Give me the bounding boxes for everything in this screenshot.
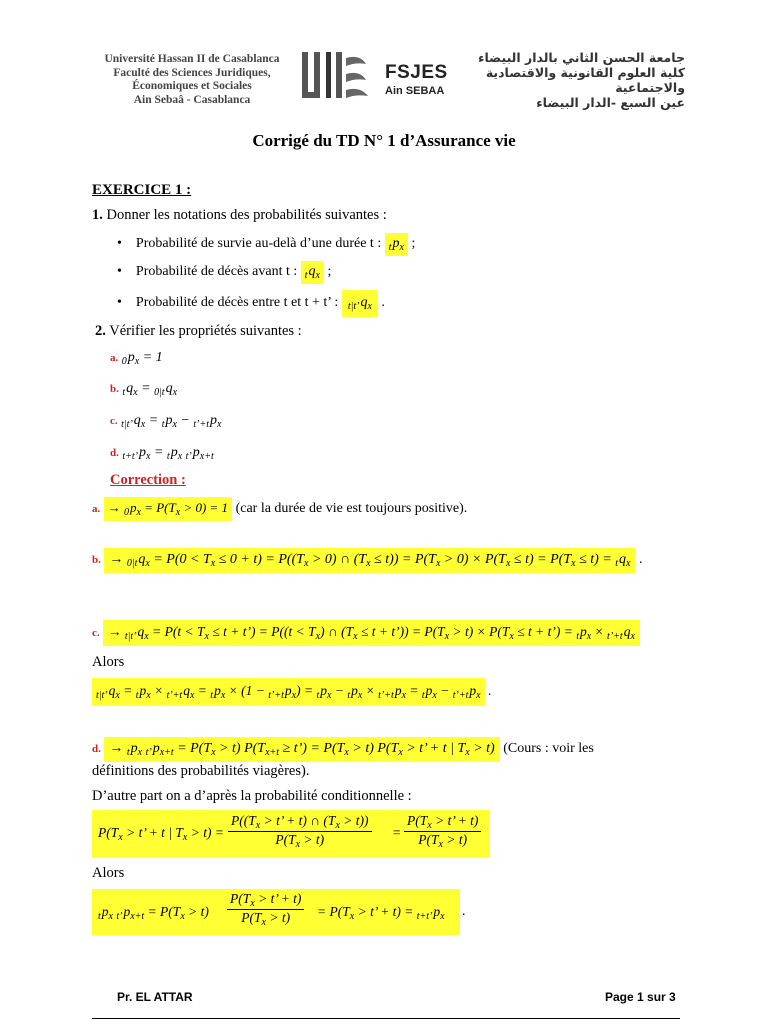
question-text: Donner les notations des probabilités suivantes : — [106, 207, 387, 223]
correction-d-note: définitions des probabilités viagères). — [92, 763, 310, 779]
university-line: Université Hassan II de Casablanca — [104, 53, 280, 65]
question-2 — [95, 323, 302, 340]
university-name-fr — [92, 53, 292, 107]
bullet-item: • Probabilité de décès entre t et t + t’ : $_{t|t’}q_x$ . — [117, 290, 385, 317]
autre-part-text: D’autre part on a d’après la probabilité conditionnelle : — [92, 788, 412, 804]
fsjes-subtitle: Ain SEBAA — [385, 85, 445, 97]
item-label: a. — [110, 352, 119, 364]
item-label: d. — [110, 447, 119, 459]
final-result-formula: $_tp_x$ $_{t’}p_{x+t} = P(T_x > t)$ $\frac{P(T_x > t’ + t)}{P(T_x > t)}$ = $P(T_x > t$’ + $t) = _{t+t’}p_x$ — [92, 889, 460, 935]
arabic-line: عين السبع -الدار البيضاء — [536, 95, 685, 110]
bullet-item: • Probabilité de survie au-delà d’une durée t : $_tp_x$ ; — [117, 233, 415, 256]
correction-c-result: $_{t|t’}q_x = _tp_x \times _{t’+t}q_x = _tp_x \times (1 - _{t’+t}p_x) = _tp_x - _tp_x \times _{t’+t}p_x = _tp_x - _{t’+t}p_x$ . — [92, 678, 491, 706]
bullet-text: Probabilité de décès entre t et t + t’ : — [135, 295, 342, 310]
question-number: 2. — [95, 323, 106, 339]
alors-label: Alors — [92, 654, 125, 670]
university-line: Économiques et Sociales — [132, 80, 252, 93]
final-period: . — [462, 904, 466, 919]
fsjes-logo — [385, 62, 455, 97]
correction-note: (car la durée de vie est toujours positive). — [235, 501, 468, 516]
page-title: Corrigé du TD N° 1 d’Assurance vie — [252, 131, 516, 150]
correction-a: a. → $_0p_x = P(T_x > 0) = 1$ (car la durée de vie est toujours positive). — [92, 497, 467, 521]
university-line: Ain Sebaâ - Casablanca — [133, 93, 251, 106]
university-line: Faculté des Sciences Juridiques, — [113, 66, 271, 79]
property-c: c. $_{t|t’}q_x = _tp_x - _{t’+t}p_x$ — [110, 413, 222, 430]
footer-author: Pr. EL ATTAR — [117, 990, 193, 1004]
property-b: b. $_tq_x = _{0|t}q_x$ — [110, 381, 178, 398]
question-text: Vérifier les propriétés suivantes : — [109, 323, 302, 339]
exercise-heading: EXERCICE 1 : — [92, 182, 192, 198]
item-label: b. — [110, 383, 119, 395]
correction-b: b. → $_{0|t}q_x = P(0 < T_x \le 0 + t) = P((T_x > 0)$ ∩ $(T_x \le t)) = P(T_x > 0) \times P(T_x \le t) = P(T_x \le t) = _tq_x$ . — [92, 548, 642, 573]
footer-divider — [92, 1018, 680, 1019]
item-label: c. — [110, 415, 118, 427]
correction-d: d. → $_tp_x$ $_{t’}p_{x+t} = P(T_x > t) P(T_{x+t}$ ≥ t’) = $P(T_x > t) P(T_x > t$’ + t | $T_x > t$) (Cours : voir les — [92, 737, 594, 762]
footer-page-number: Page 1 sur 3 — [605, 990, 676, 1004]
university-logo-icon — [300, 48, 372, 104]
question-number: 1. — [92, 207, 103, 223]
alors-label-2: Alors — [92, 865, 125, 881]
correction-heading: Correction : — [110, 472, 186, 488]
university-name-ar — [470, 50, 685, 110]
correction-c: c. → $_{t|t’}q_x = P(t < T_x \le t$ + t’) = $P((t < T_x)$ ∩ ($T_x \le t$ + t’)) = $P(T_x > t) \times P(T_x \le t$ + t’) = $_tp_x \times _{t’+t}q_x$ — [92, 620, 640, 646]
property-a: a. $_0p_x = 1$ — [110, 350, 163, 367]
arabic-line: كلية العلوم القانونية والاقتصادية والاجتماعية — [485, 65, 685, 95]
conditional-probability-formula: $P(T_x > t$’ + t | $T_x > t$) = $\frac{P((T_x > t’ + t) \cap (T_x > t))}{P(T_x > t)}$ = $\frac{P(T_x > t’ + t)}{P(T_x > t)}$ — [92, 810, 490, 858]
bullet-text: Probabilité de décès avant t : — [135, 264, 301, 279]
fsjes-title: FSJES — [385, 62, 448, 83]
property-d: d. $_{t+t’}p_x = _tp_x$ $_{t’}p_{x+t}$ — [110, 445, 214, 462]
question-1 — [92, 207, 387, 224]
bullet-text: Probabilité de survie au-delà d’une durée t : — [135, 236, 385, 251]
correction-note: (Cours : voir les — [503, 741, 594, 756]
bullet-item: • Probabilité de décès avant t : $_tq_x$ ; — [117, 261, 331, 284]
arabic-line: جامعة الحسن الثاني بالدار البيضاء — [478, 50, 685, 65]
